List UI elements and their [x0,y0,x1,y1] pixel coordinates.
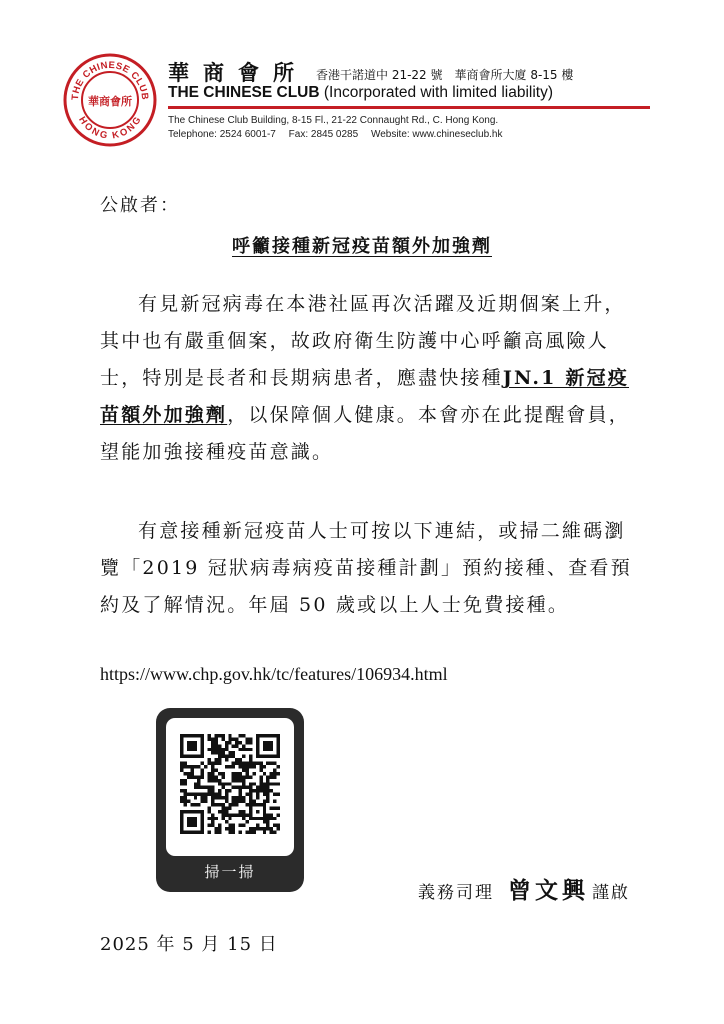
signer-title: 義務司理 [418,883,494,903]
logo-ring-bottom-text: HONG KONG [76,114,144,142]
signer-closing: 謹啟 [592,883,630,903]
paragraph-2-line: 覽「2019 冠狀病毒病疫苗接種計劃」預約接種、查看預 [100,557,632,579]
club-incorporation: (Incorporated with limited liability) [323,84,554,101]
notice-date: 2025 年 5 月 15 日 [100,934,278,955]
club-name-english: THE CHINESE CLUB [168,84,320,101]
letterhead-divider [168,106,650,109]
vaccination-link[interactable]: https://www.chp.gov.hk/tc/features/106934.html [100,664,448,684]
qr-caption: 掃一掃 [204,863,256,881]
paragraph-2-line: 約及了解情況。年屆 50 歲或以上人士免費接種。 [100,594,570,616]
club-english-line [168,84,553,102]
paragraph-1-text: ，以保障個人健康。本會亦在此提醒會員， [227,404,631,426]
paragraph-1 [100,286,640,471]
paragraph-1-line: 有見新冠病毒在本港社區再次活躍及近期個案上升， [138,293,626,315]
paragraph-2 [100,513,640,624]
club-name-chinese: 華商會所 [168,61,308,85]
qr-code-card[interactable] [156,708,304,892]
qr-code-icon [180,734,280,834]
logo-ring-top-text: THE CHINESE CLUB [69,59,151,101]
notice-heading [0,232,724,258]
paragraph-1-line [100,360,640,397]
vaccine-highlight: JN.1 新冠疫 [502,367,630,389]
paragraph-1-line: 其中也有嚴重個案，故政府衛生防護中心呼籲高風險人 [100,330,609,352]
logo-center-text: 華商會所 [88,95,132,108]
club-contact-line [168,129,512,140]
club-website: Website: www.chineseclub.hk [370,129,503,140]
signer-name: 曾文興 [508,877,589,904]
paragraph-1-text: 士，特別是長者和長期病患者，應盡快接種 [100,367,503,389]
club-seal-icon [62,52,158,148]
vaccine-highlight: 苗額外加強劑 [100,404,228,426]
notice-heading-text: 呼籲接種新冠疫苗額外加強劑 [232,236,492,257]
club-address-english: The Chinese Club Building, 8-15 Fl., 21-22 Connaught Rd., C. Hong Kong. [168,115,499,126]
club-telephone: Telephone: 2524 6001-7 [168,129,276,140]
paragraph-1-line [100,397,640,434]
salutation: 公啟者： [100,195,180,216]
paragraph-2-line: 有意接種新冠疫苗人士可按以下連結，或掃二維碼瀏 [138,520,626,542]
paragraph-1-line: 望能加強接種疫苗意識。 [100,441,334,463]
club-address-chinese: 香港干諾道中 21-22 號 華商會所大廈 8-15 樓 [316,68,574,82]
club-fax: Fax: 2845 0285 [288,129,359,140]
club-logo [62,52,158,148]
qr-code-panel [166,718,294,856]
